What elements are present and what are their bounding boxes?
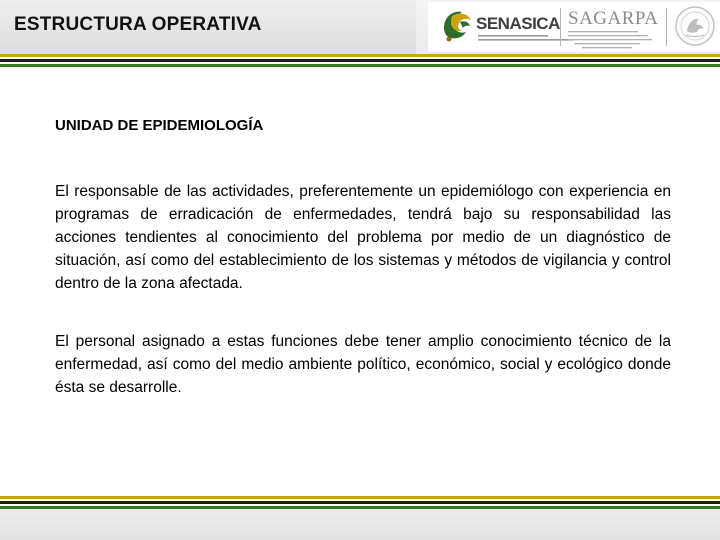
sagarpa-wordmark: SAGARPA: [568, 8, 659, 29]
logo-area: [428, 2, 720, 52]
sagarpa-tagline-graphic: [568, 30, 652, 50]
header-bar: [0, 0, 720, 54]
title-box: [0, 0, 416, 54]
paragraph-responsable: El responsable de las actividades, preferentemente un epidemiólogo con experiencia en programas de erradicación de enfermedades, tendrá bajo su responsabilidad las acciones tendientes al conocimiento del problema por medio de un diagnóstico de situación, así como del establecimiento de los sistemas y métodos de vigilancia y control dentro de la zona afectada.: [55, 183, 671, 292]
section-heading: UNIDAD DE EPIDEMIOLOGÍA: [55, 117, 264, 134]
footer-band: [0, 509, 720, 540]
mexico-coat-of-arms-icon: [674, 5, 716, 47]
senasica-logo-icon: [440, 6, 474, 44]
page-title: ESTRUCTURA OPERATIVA: [14, 14, 262, 35]
paragraph-personal: El personal asignado a estas funciones debe tener amplio conocimiento técnico de la enfermedad, así como del medio ambiente político, económico, social y ecológico donde ésta se desarrolle.: [55, 333, 671, 396]
top-stripe-green: [0, 64, 720, 67]
logo-separator: [560, 8, 561, 46]
senasica-wordmark: SENASICA: [476, 14, 560, 33]
logo-separator: [666, 8, 667, 46]
senasica-tagline-graphic: [478, 34, 573, 44]
